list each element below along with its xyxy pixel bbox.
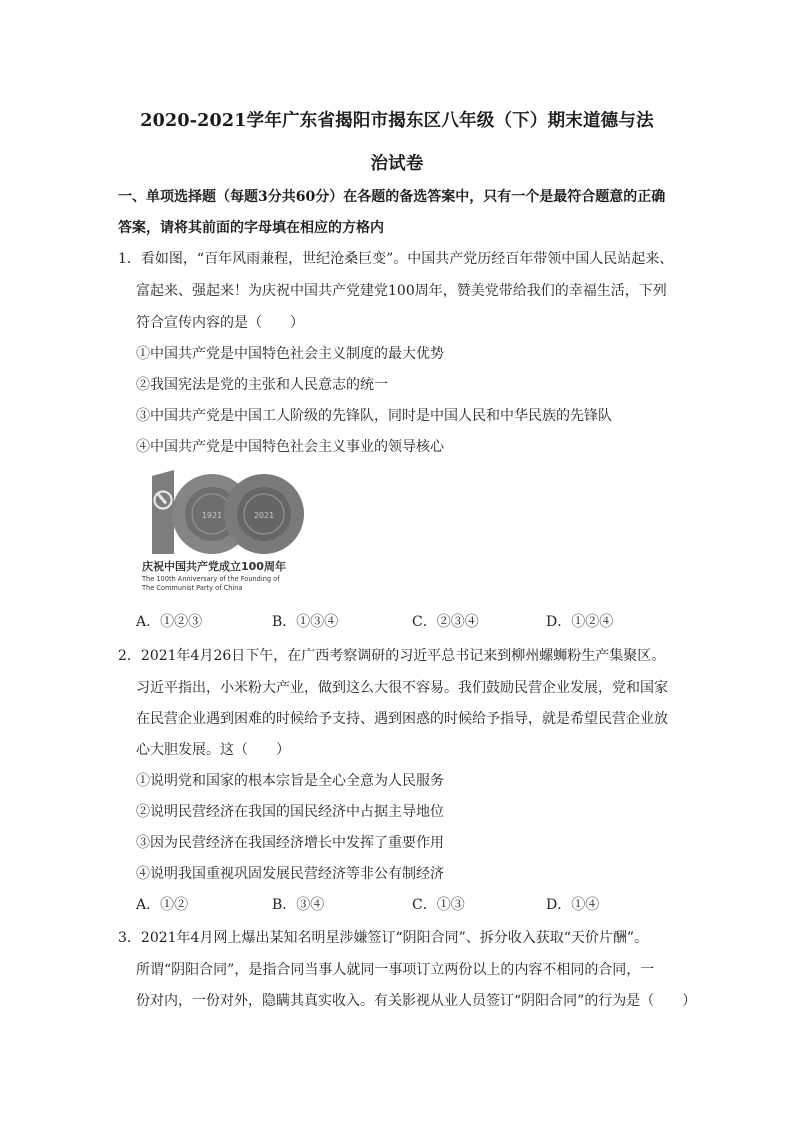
q3-stem-line2: 所谓“阴阳合同”，是指合同当事人就同一事项订立两份以上的内容不相同的合同，一 [136,962,655,978]
logo-caption-en1: The 100th Anniversary of the Founding of [142,575,280,583]
q2-option-4: ④说明我国重视巩固发展民营经济等非公有制经济 [136,866,444,882]
q2-choice-d: D．①④ [546,897,600,913]
section-instruction-line1: 一、单项选择题（每题3分共60分）在各题的备选答案中，只有一个是最符合题意的正确 [118,189,666,205]
q1-option-2: ②我国宪法是党的主张和人民意志的统一 [136,377,388,393]
q2-stem-line3: 在民营企业遇到困难的时候给予支持、遇到困惑的时候给予指导，就是希望民营企业放 [136,711,668,727]
q2-option-1: ①说明党和国家的根本宗旨是全心全意为人民服务 [136,773,444,789]
section-instruction-line2: 答案，请将其前面的字母填在相应的方格内 [118,220,384,236]
q1-choice-a: A．①②③ [136,614,203,630]
logo-year-left: 1921 [201,511,223,520]
logo-caption-en2: The Communist Party of China [142,584,243,592]
q1-stem-line2: 富起来、强起来！为庆祝中国共产党建党100周年，赞美党带给我们的幸福生活，下列 [136,283,667,299]
q2-option-3: ③因为民营经济在我国经济增长中发挥了重要作用 [136,835,444,851]
q2-stem-line1: 2．2021年4月26日下午，在广西考察调研的习近平总书记来到柳州螺蛳粉生产集聚区。 [118,648,666,664]
q1-stem-line3: 符合宣传内容的是（ ） [136,315,304,331]
logo-year-right: 2021 [253,511,275,520]
exam-title-line1: 2020-2021学年广东省揭阳市揭东区八年级（下）期末道德与法 [140,111,654,131]
q2-choice-a: A．①② [136,897,189,913]
q2-option-2: ②说明民营经济在我国的国民经济中占据主导地位 [136,804,444,820]
q2-choice-c: C．①③ [412,897,465,913]
q2-stem-line2: 习近平指出，小米粉大产业，做到这么大很不容易。我们鼓励民营企业发展，党和国家 [136,680,668,696]
q3-stem-line1: 3．2021年4月网上爆出某知名明星涉嫌签订“阴阳合同”、拆分收入获取“天价片酬”。 [118,930,649,946]
party-centennial-logo [140,466,310,594]
q1-choice-c: C．②③④ [412,614,479,630]
q3-stem-line3: 份对内，一份对外，隐瞒其真实收入。有关影视从业人员签订“阴阳合同”的行为是（ ） [136,993,697,1009]
q1-stem-line1: 1．看如图，“百年风雨兼程，世纪沧桑巨变”。中国共产党历经百年带领中国人民站起来、 [118,251,674,267]
q1-choice-b: B．①③④ [272,614,339,630]
q1-option-4: ④中国共产党是中国特色社会主义事业的领导核心 [136,439,444,455]
q1-option-1: ①中国共产党是中国特色社会主义制度的最大优势 [136,346,444,362]
q2-stem-line4: 心大胆发展。这（ ） [136,742,290,758]
q2-choice-b: B．③④ [272,897,325,913]
q1-choice-d: D．①②④ [546,614,614,630]
logo-caption-cn: 庆祝中国共产党成立100周年 [142,560,286,573]
q1-option-3: ③中国共产党是中国工人阶级的先锋队，同时是中国人民和中华民族的先锋队 [136,408,612,424]
exam-title-line2: 治试卷 [370,154,424,174]
